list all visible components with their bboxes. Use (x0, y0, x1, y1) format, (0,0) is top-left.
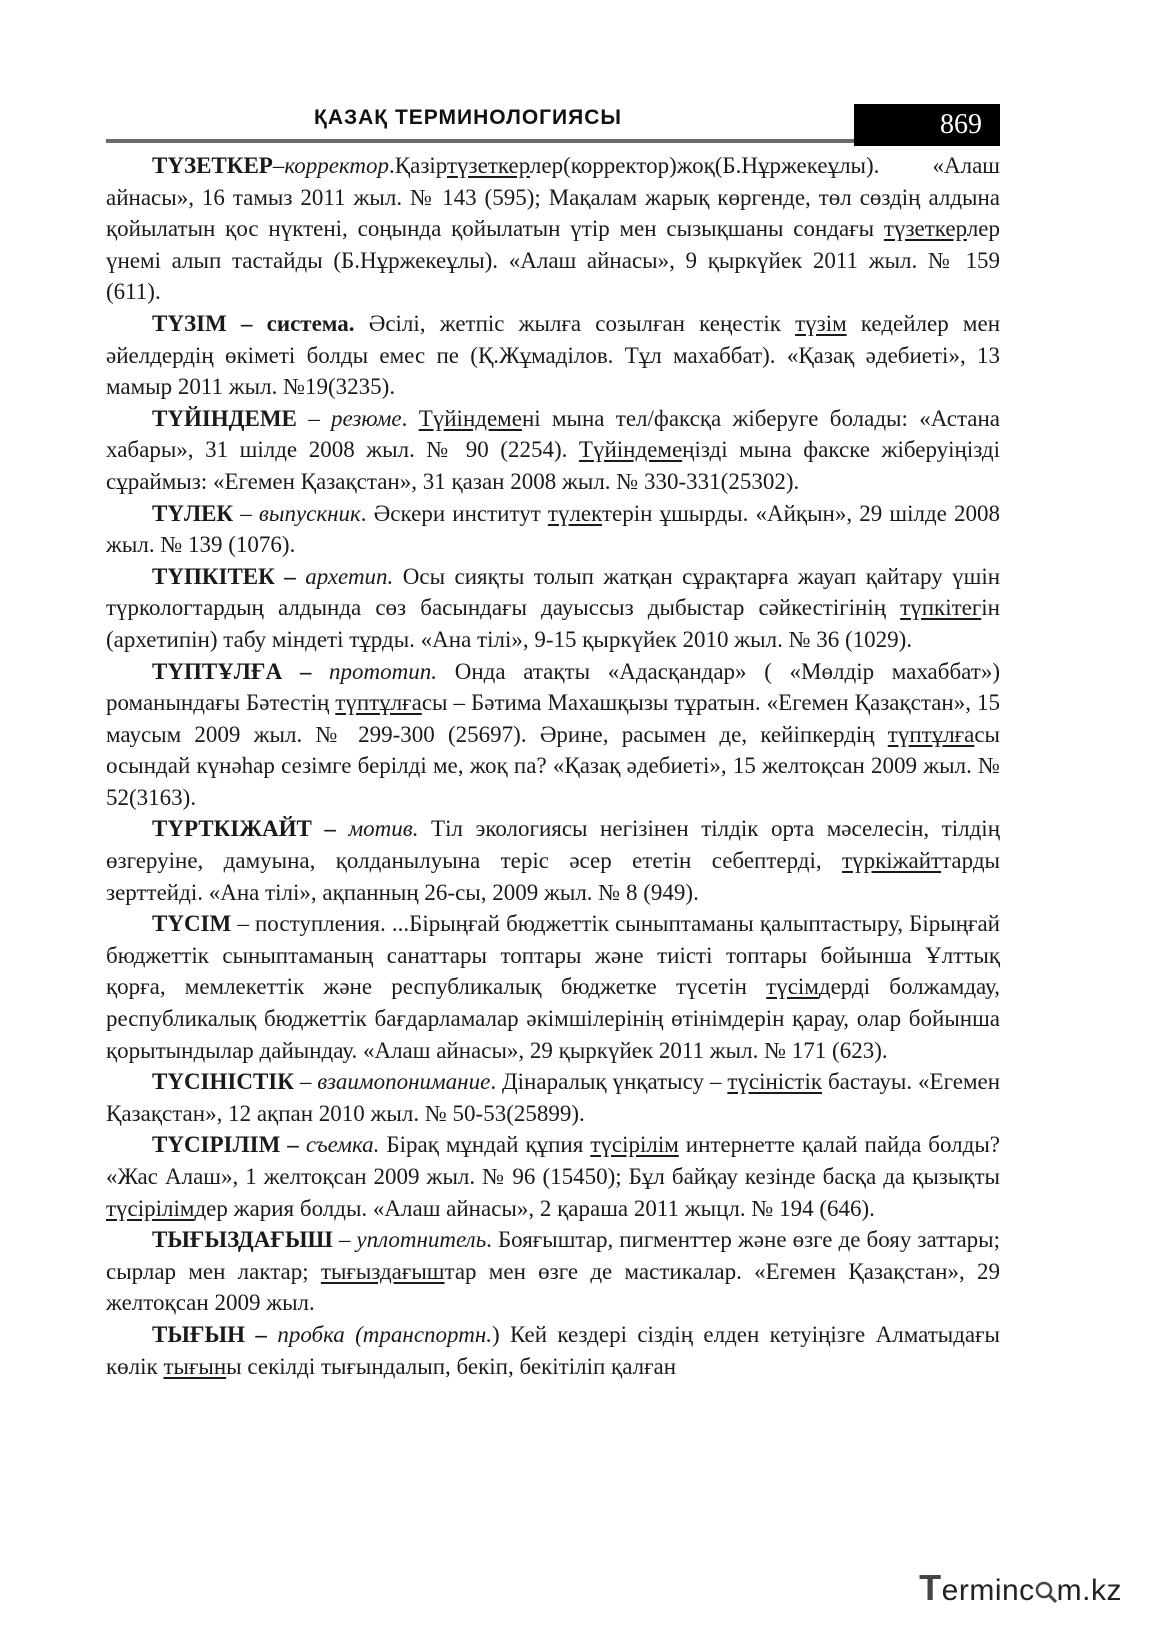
term-usage: тығыздағыш (320, 1258, 445, 1284)
gloss: выпускник (258, 500, 361, 526)
term-usage: түптұлға (887, 721, 975, 747)
logo-domain: m.kz (1056, 1574, 1122, 1607)
term-usage: тығын (163, 1353, 227, 1379)
dictionary-entry (106, 656, 1000, 814)
dictionary-entry (106, 150, 1000, 308)
dictionary-entry (106, 561, 1000, 656)
headword: ТҮСІРІЛІМ – (152, 1132, 299, 1158)
entry-text: – (332, 1227, 357, 1253)
term-usage: түзеткер (447, 153, 530, 178)
gloss: съемка. (305, 1132, 380, 1158)
entry-text: сы – Бәтима Махашқызы тұратын. «Егемен Қазақстан», 15 маусым 2009 жыл. № 299-300 (25697). Әрине, расымен де, кейіпкердің (106, 690, 1000, 747)
dictionary-entry (106, 1066, 1000, 1129)
headword: ТҮЗІМ – система. (152, 310, 355, 336)
logo-initial: T (919, 1567, 942, 1608)
term-usage: Түйіндеме (418, 405, 522, 431)
dictionary-entry (106, 813, 1000, 908)
dictionary-body (106, 150, 1000, 1382)
entry-text (267, 1322, 277, 1347)
entry-text: – поступления. ...Бірыңғай бюджеттік сыныптаманы қалыптастыру, Бірыңғай бюджеттік сыныптаманың санаттары топтары және тиісті топтары бойынша Ұлттық қорға, мемлекеттік және республикалық бюджетке түсетін (106, 911, 1000, 1000)
entry-text: – (233, 500, 259, 526)
gloss: резюме (331, 405, 402, 431)
entry-text (311, 659, 329, 684)
term-usage: түзеткер (883, 216, 967, 242)
headword: ТҮПКІТЕК – (152, 563, 296, 589)
headword: ТЫҒЫН – (152, 1321, 267, 1347)
term-usage: түзім (795, 310, 847, 336)
entry-text: Әсілі, жетпіс жылға созылған кеңестік (354, 310, 796, 336)
header-rule (106, 139, 854, 143)
gloss: уплотнитель (356, 1227, 487, 1253)
gloss: пробка (транспортн. (277, 1321, 492, 1347)
term-usage: түсірілім (590, 1132, 679, 1158)
entry-text: бастауы. «Егемен Қазақстан», 12 ақпан 2010 жыл. № 50-53(25899). (106, 1069, 1001, 1126)
headword: ТҮПТҰЛҒА – (152, 658, 312, 684)
headword: ТҮРТКІЖАЙТ – (152, 816, 336, 842)
page-number: 869 (854, 104, 1000, 146)
headword: ТҮСІНІСТІК (152, 1069, 294, 1095)
headword: ТҮСІМ (152, 911, 232, 937)
term-usage: түлек (547, 500, 602, 526)
headword: ТҮЙІНДЕМЕ (152, 405, 297, 431)
entry-text: ңізді мына факске жіберуіңізді сұраймыз: «Егемен Қазақстан», 31 қазан 2008 жыл. № 330-331(25302). (106, 437, 1001, 494)
entry-text (299, 1132, 306, 1157)
entry-text: .Қазір (389, 153, 447, 178)
entry-text: лер үнемі алып тастайды (Б.Нұржекеұлы). «Алаш айнасы», 9 қыркүйек 2011 жыл. № 159 (611). (106, 216, 1000, 305)
entry-text: сы осындай күнәһар сезімге берілді ме, жоқ па? «Қазақ әдебиеті», 15 желтоқсан 2009 жыл. № 52(3163). (106, 721, 1000, 810)
dictionary-entry (106, 498, 1000, 561)
entry-text: Бірақ мұндай құпия (379, 1132, 591, 1158)
entry-text: – (296, 405, 332, 431)
gloss: прототип. (329, 658, 438, 684)
magnifier-icon (1035, 1581, 1057, 1603)
term-usage: түркіжайт (842, 848, 942, 874)
entry-text (336, 816, 349, 841)
entry-text: Тіл экологиясы негізінен тілдік орта мәселесін, тілдің өзгеруіне, дамуына, қолданылуына теріс әсер ететін себептерді, (106, 816, 1000, 874)
entry-text: – (293, 1069, 318, 1095)
entry-text: . Бояғыштар, пигменттер және өзге де бояу заттары; сырлар мен лактар; (106, 1227, 1001, 1284)
term-usage: түпкітег (900, 595, 982, 621)
gloss: мотив. (348, 816, 419, 842)
dictionary-entry (106, 1319, 1000, 1382)
term-usage: түсіністік (727, 1069, 823, 1095)
gloss: корректор (284, 153, 390, 178)
entry-text: – (272, 153, 285, 178)
entry-text: дер жария болды. «Алаш айнасы», 2 қараша 2011 жыцл. № 194 (646). (194, 1195, 875, 1221)
headword: ТҮЗЕТКЕР (152, 153, 273, 178)
entry-text: дерді болжамдау, республикалық бюджеттік бағдарламалар әкімшілерінің өтінімдерін қарау, олар бойынша қорытындылар дайындау. «Алаш айнасы», 29 қыркүйек 2011 жыл. № 171 (623). (106, 974, 1001, 1063)
term-usage: Түйіндеме (578, 437, 683, 463)
entry-text: Онда атақты «Адасқандар» ( «Мөлдір махаббат») романындағы Бәтестің (106, 658, 1000, 716)
entry-text: ) Кей кездері сіздің елден кетуіңізге Алматыдағы көлік (106, 1321, 1001, 1379)
headword: ТҮЛЕК (152, 500, 234, 526)
logo-text: erminc (941, 1574, 1035, 1607)
headword: ТЫҒЫЗДАҒЫШ (152, 1227, 333, 1253)
dictionary-entry (106, 1224, 1000, 1319)
entry-text: терін ұшырды. «Айқын», 29 шілде 2008 жыл. № 139 (1076). (106, 500, 1001, 558)
entry-text: ы секілді тығындалып, бекіп, бекітіліп қалған (226, 1353, 677, 1379)
termincom-logo (919, 1567, 1122, 1609)
entry-text: кедейлер мен әйелдердің өкіметі болды емес пе (Қ.Жұмаділов. Тұл махаббат). «Қазақ әдебиеті», 13 мамыр 2011 жыл. №19(3235). (106, 310, 1000, 400)
entry-text: интернетте қалай пайда болды? «Жас Алаш», 1 желтоқсан 2009 жыл. № 96 (15450); Бұл байқау кезінде басқа да қызықты (106, 1132, 1001, 1189)
dictionary-entry (106, 308, 1000, 403)
entry-text: ні мына тел/факсқа жіберуге болады: «Астана хабары», 31 шілде 2008 жыл. № 90 (2254). (106, 405, 1001, 463)
entry-text: . Дінаралық үнқатысу – (490, 1069, 728, 1095)
term-usage: түсім (766, 974, 819, 1000)
entry-text: . (401, 405, 419, 431)
term-usage: түптұлға (335, 690, 422, 716)
entry-text: тарды зерттейді. «Ана тілі», ақпанның 26-сы, 2009 жыл. № 8 (949). (106, 848, 1000, 905)
running-title: ҚАЗАҚ ТЕРМИНОЛОГИЯСЫ (314, 106, 622, 129)
entry-text: лер(корректор)жоқ(Б.Нұржекеұлы). «Алаш айнасы», 16 тамыз 2011 жыл. № 143 (595); Мақалам жарық көргенде, төл сөздің алдына қойылатын қос нүктені, соңында қойылатын үтір мен сызықшаны сондағы (106, 153, 1000, 242)
page-header (106, 104, 1000, 146)
dictionary-entry (106, 1129, 1000, 1224)
gloss: взаимопонимание (317, 1069, 491, 1095)
entry-text: ін (архетипін) табу міндеті тұрды. «Ана тілі», 9-15 қыркүйек 2010 жыл. № 36 (1029). (106, 595, 1000, 652)
gloss: архетип. (305, 563, 394, 589)
dictionary-entry (106, 908, 1000, 1066)
entry-text (296, 564, 305, 589)
term-usage: түсірілім (106, 1195, 195, 1221)
entry-text: Осы сияқты толып жатқан сұрақтарға жауап қайтару үшін түркологтардың алдында сөз басындағы дауыссыз дыбыстар сәйкестігінің (106, 563, 1001, 621)
entry-text: тар мен өзге де мастикалар. «Егемен Қазақстан», 29 желтоқсан 2009 жыл. (106, 1258, 1000, 1316)
entry-text: . Әскери институт (360, 500, 548, 526)
dictionary-entry (106, 403, 1000, 498)
